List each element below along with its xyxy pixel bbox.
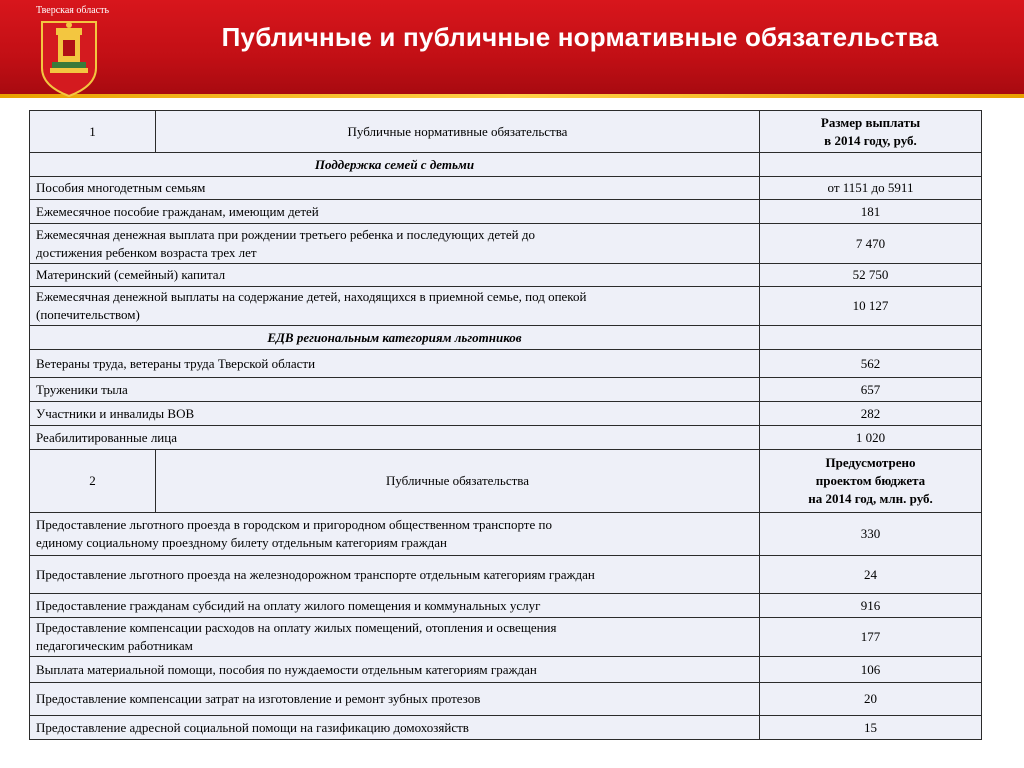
row-value: 562: [760, 350, 982, 378]
section-header-row: [30, 111, 982, 153]
row-label-line: достижения ребенком возраста трех лет: [36, 244, 257, 260]
value-column-header: [760, 450, 982, 513]
page-title: Публичные и публичные нормативные обязательства: [221, 22, 939, 52]
value-column-header: [760, 111, 982, 153]
row-value: 177: [760, 618, 982, 657]
row-label: Материнский (семейный) капитал: [30, 264, 760, 287]
row-value: 330: [760, 513, 982, 556]
header-gold-stripe: [0, 94, 1024, 98]
row-value: 181: [760, 200, 982, 224]
row-label: Реабилитированные лица: [30, 426, 760, 450]
value-header-line: на 2014 год, млн. руб.: [808, 491, 933, 506]
row-label-line: Предоставление компенсации расходов на оплату жилых помещений, отопления и освещения: [36, 620, 557, 635]
table-row: [30, 378, 982, 402]
table-row: [30, 657, 982, 683]
row-label: [30, 618, 760, 657]
empty-cell: [760, 153, 982, 177]
row-label: Пособия многодетным семьям: [30, 177, 760, 200]
table-row: [30, 556, 982, 594]
value-header-line: Предусмотрено: [825, 455, 916, 470]
row-value: 20: [760, 683, 982, 716]
table-row: [30, 287, 982, 326]
table-row: [30, 716, 982, 740]
row-label-line: Ежемесячная денежной выплаты на содержание детей, находящихся в приемной семье, под опекой: [36, 289, 587, 304]
row-label: [30, 513, 760, 556]
section-number: 2: [30, 450, 156, 513]
section-title: Публичные нормативные обязательства: [156, 111, 760, 153]
row-label: Предоставление компенсации затрат на изготовление и ремонт зубных протезов: [30, 683, 760, 716]
table-row: [30, 594, 982, 618]
table-row: [30, 350, 982, 378]
table-row: [30, 177, 982, 200]
table-row: [30, 513, 982, 556]
row-label-line: педагогическим работникам: [36, 638, 193, 653]
section-title: Публичные обязательства: [156, 450, 760, 513]
row-value: 15: [760, 716, 982, 740]
row-value: 916: [760, 594, 982, 618]
region-name: Тверская область: [36, 5, 110, 16]
table-row: [30, 618, 982, 657]
row-label: [30, 224, 760, 264]
group-title: Поддержка семей с детьми: [30, 153, 760, 177]
row-label: [30, 287, 760, 326]
table-row: [30, 200, 982, 224]
row-label: Предоставление адресной социальной помощи на газификацию домохозяйств: [30, 716, 760, 740]
obligations-table: [29, 110, 982, 740]
row-label: Ежемесячное пособие гражданам, имеющим детей: [30, 200, 760, 224]
row-label: Участники и инвалиды ВОВ: [30, 402, 760, 426]
row-label-line: (попечительством): [36, 307, 140, 322]
row-value: 657: [760, 378, 982, 402]
row-label: Выплата материальной помощи, пособия по нуждаемости отдельным категориям граждан: [30, 657, 760, 683]
group-header-row: [30, 326, 982, 350]
value-header-line: Размер выплаты: [820, 114, 921, 130]
row-label: Предоставление гражданам субсидий на оплату жилого помещения и коммунальных услуг: [30, 594, 760, 618]
table-row: [30, 683, 982, 716]
group-title: ЕДВ региональным категориям льготников: [30, 326, 760, 350]
row-value: 24: [760, 556, 982, 594]
section-header-row: [30, 450, 982, 513]
row-value: 106: [760, 657, 982, 683]
row-value: 10 127: [760, 287, 982, 326]
row-label-line: Ежемесячная денежная выплата при рождении третьего ребенка и последующих детей до: [36, 226, 535, 242]
row-label: Ветераны труда, ветераны труда Тверской области: [30, 350, 760, 378]
row-value: 1 020: [760, 426, 982, 450]
table-row: [30, 264, 982, 287]
row-label-line: Предоставление льготного проезда в городском и пригородном общественном транспорте по: [36, 517, 552, 532]
row-label: Предоставление льготного проезда на железнодорожном транспорте отдельным категориям граждан: [30, 556, 760, 594]
table-row: [30, 402, 982, 426]
row-value: 52 750: [760, 264, 982, 287]
table-row: [30, 224, 982, 264]
row-value: 7 470: [760, 224, 982, 264]
row-value: от 1151 до 5911: [760, 177, 982, 200]
empty-cell: [760, 326, 982, 350]
row-value: 282: [760, 402, 982, 426]
group-header-row: [30, 153, 982, 177]
row-label: Труженики тыла: [30, 378, 760, 402]
row-label-line: единому социальному проездному билету отдельным категориям граждан: [36, 535, 448, 550]
value-header-line: проектом бюджета: [815, 473, 926, 488]
coat-of-arms-icon: [38, 18, 100, 98]
value-header-line: в 2014 году, руб.: [824, 132, 917, 148]
section-number: 1: [30, 111, 156, 153]
table-row: [30, 426, 982, 450]
